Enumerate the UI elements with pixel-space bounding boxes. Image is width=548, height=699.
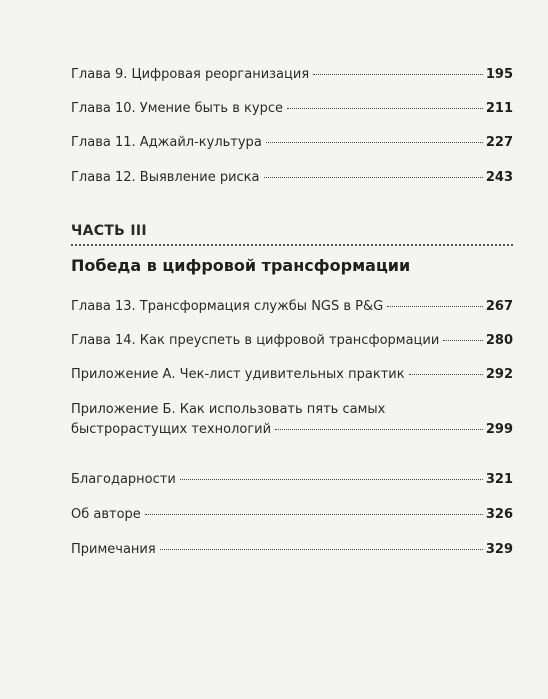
toc-entry-chapter-13[interactable] bbox=[71, 299, 513, 315]
toc-entry-appendix-a[interactable] bbox=[71, 367, 513, 383]
toc-entry-appendix-b[interactable] bbox=[71, 402, 513, 438]
toc-entry-chapter-14[interactable] bbox=[71, 333, 513, 349]
toc-entry-page: 321 bbox=[485, 472, 513, 487]
dot-leader bbox=[313, 74, 483, 75]
toc-entry-notes[interactable] bbox=[71, 542, 513, 558]
toc-entry-page: 195 bbox=[485, 67, 513, 82]
toc-entry-page: 299 bbox=[485, 422, 513, 437]
part-divider bbox=[71, 244, 513, 246]
toc-entry-label-line2: быстрорастущих технологий bbox=[71, 422, 272, 437]
dot-leader bbox=[387, 306, 483, 307]
toc-entry-page: 280 bbox=[485, 333, 513, 348]
toc-entry-label: Благодарности bbox=[71, 472, 176, 487]
toc-entry-label: Глава 9. Цифровая реорганизация bbox=[71, 67, 310, 82]
part-heading: ЧАСТЬ III bbox=[71, 223, 147, 239]
toc-entry-label: Глава 10. Умение быть в курсе bbox=[71, 101, 283, 116]
toc-entry-page: 267 bbox=[485, 299, 513, 314]
toc-entry-page: 211 bbox=[485, 101, 513, 116]
toc-entry-label: Глава 11. Аджайл-культура bbox=[71, 135, 262, 150]
dot-leader bbox=[443, 340, 483, 341]
toc-entry-about-author[interactable] bbox=[71, 507, 513, 523]
dot-leader bbox=[145, 514, 483, 515]
toc-entry-label: Об авторе bbox=[71, 507, 141, 522]
toc-entry-chapter-11[interactable] bbox=[71, 135, 513, 151]
toc-entry-page: 227 bbox=[485, 135, 513, 150]
toc-entry-label: Глава 14. Как преуспеть в цифровой трансформации bbox=[71, 333, 440, 348]
part-title: Победа в цифровой трансформации bbox=[71, 256, 411, 275]
toc-entry-acknowledgments[interactable] bbox=[71, 472, 513, 488]
dot-leader bbox=[180, 479, 483, 480]
toc-entry-label-line1: Приложение Б. Как использовать пять самых bbox=[71, 402, 386, 417]
toc-entry-chapter-9[interactable] bbox=[71, 67, 513, 83]
dot-leader bbox=[266, 142, 483, 143]
toc-entry-chapter-10[interactable] bbox=[71, 101, 513, 117]
dot-leader bbox=[409, 374, 483, 375]
dot-leader bbox=[287, 108, 483, 109]
dot-leader bbox=[160, 549, 483, 550]
toc-entry-label: Примечания bbox=[71, 542, 156, 557]
dot-leader bbox=[275, 429, 483, 430]
toc-entry-page: 329 bbox=[485, 542, 513, 557]
toc-entry-label: Приложение А. Чек-лист удивительных практик bbox=[71, 367, 405, 382]
toc-entry-page: 243 bbox=[485, 170, 513, 185]
dot-leader bbox=[264, 177, 483, 178]
toc-entry-label: Глава 12. Выявление риска bbox=[71, 170, 260, 185]
toc-entry-chapter-12[interactable] bbox=[71, 170, 513, 186]
toc-entry-page: 326 bbox=[485, 507, 513, 522]
toc-entry-label: Глава 13. Трансформация службы NGS в P&G bbox=[71, 299, 384, 314]
toc-entry-page: 292 bbox=[485, 367, 513, 382]
